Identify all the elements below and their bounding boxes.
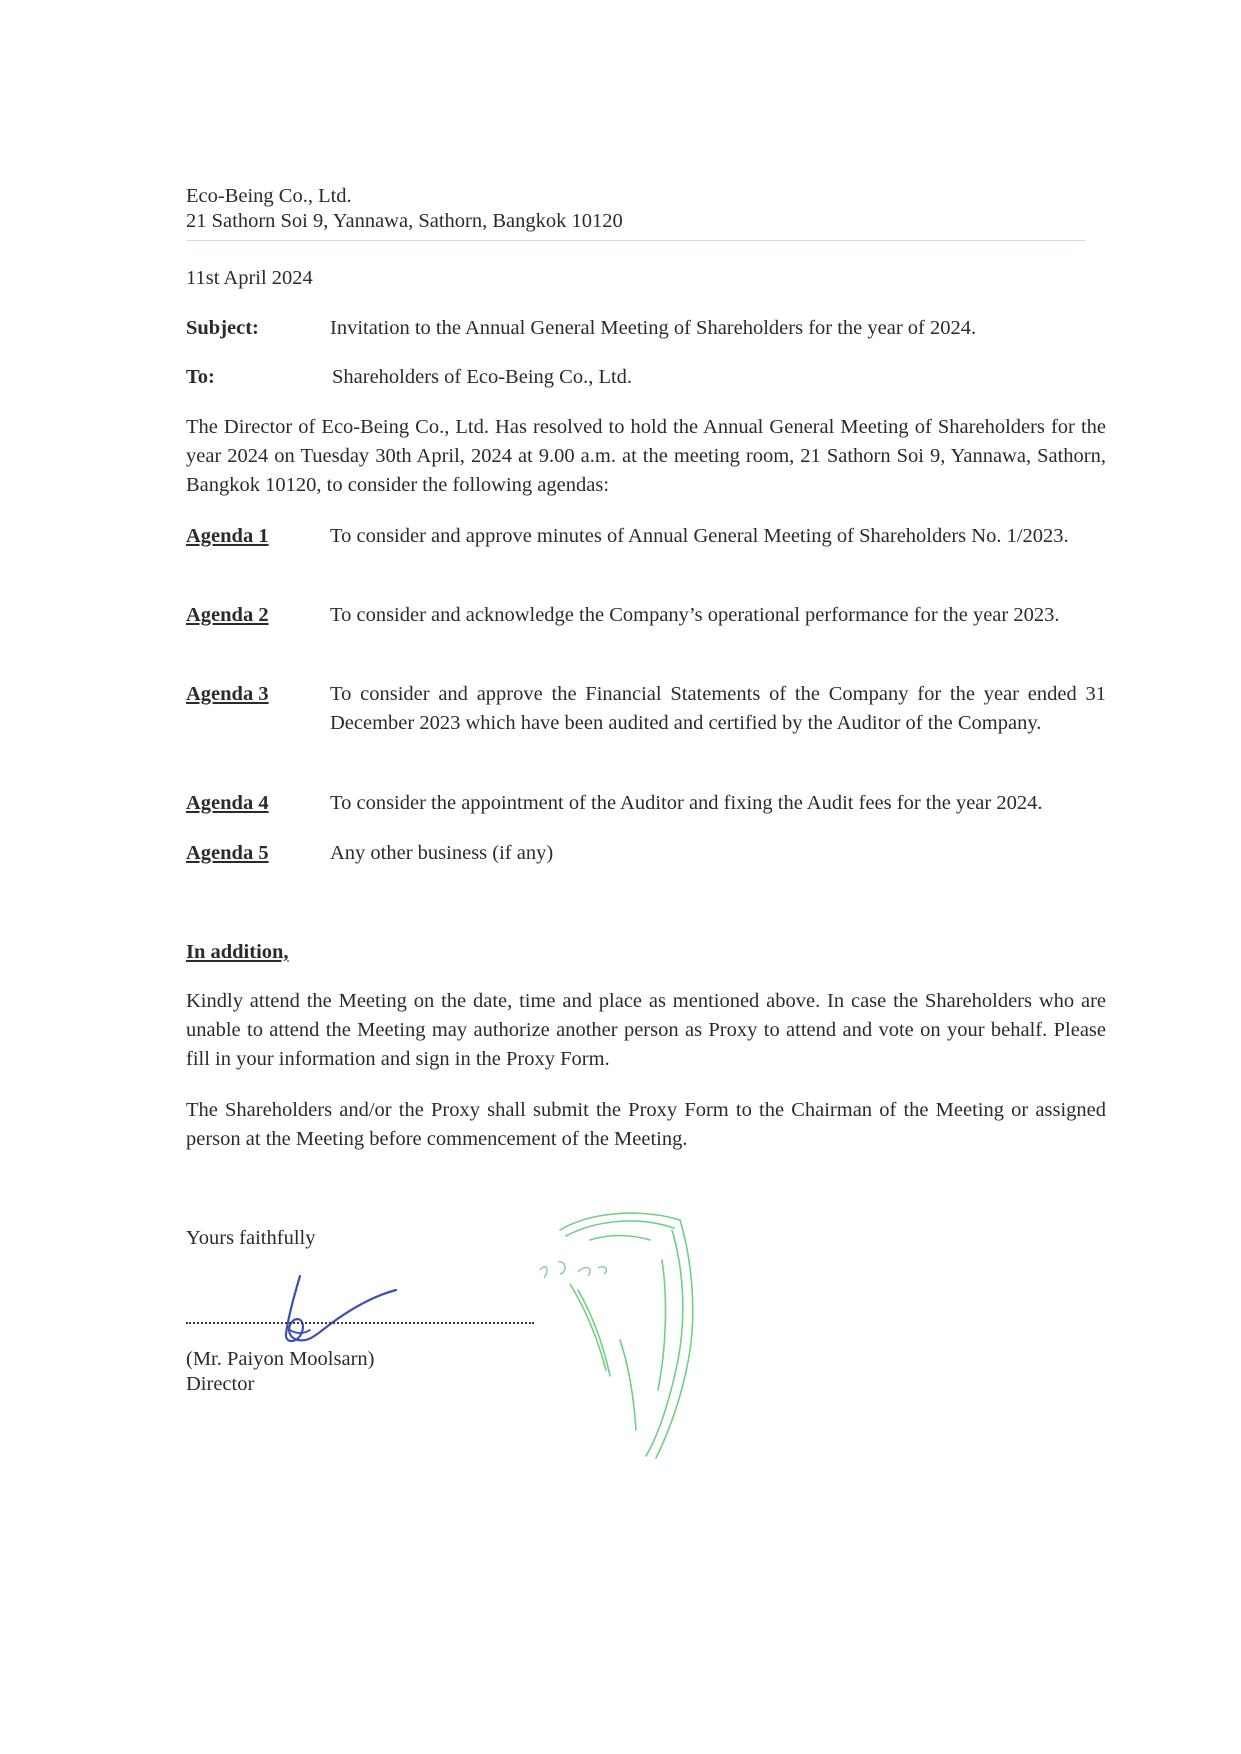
agenda-4-label: Agenda 4 <box>186 792 269 814</box>
company-name: Eco-Being Co., Ltd. <box>186 185 352 207</box>
agenda-5-text: Any other business (if any) <box>330 842 554 864</box>
company-address: 21 Sathorn Soi 9, Yannawa, Sathorn, Bangkok 10120 <box>186 210 623 232</box>
closing-salutation: Yours faithfully <box>186 1227 316 1249</box>
subject-label: Subject: <box>186 317 259 339</box>
signer-title: Director <box>186 1373 255 1395</box>
agenda-1-label: Agenda 1 <box>186 525 269 547</box>
agenda-2-label: Agenda 2 <box>186 604 269 626</box>
attendance-paragraph: Kindly attend the Meeting on the date, time and place as mentioned above. In case the Shareholders who are unable to attend the Meeting may authorize another person as Proxy to attend and vote on your behalf. Please fill in your information and sign in the Proxy Form. <box>186 990 1106 1070</box>
signature-line <box>186 1322 534 1324</box>
proxy-paragraph: The Shareholders and/or the Proxy shall submit the Proxy Form to the Chairman of the Meeting or assigned person at the Meeting before commencement of the Meeting. <box>186 1099 1106 1150</box>
letter-date: 11st April 2024 <box>186 267 313 289</box>
agenda-3-text: To consider and approve the Financial Statements of the Company for the year ended 31 December 2023 which have been audited and certified by the Auditor of the Company. <box>330 683 1106 734</box>
header-divider <box>186 240 1086 241</box>
to-label: To: <box>186 366 215 388</box>
to-text: Shareholders of Eco-Being Co., Ltd. <box>332 366 633 388</box>
agenda-5-label: Agenda 5 <box>186 842 269 864</box>
signer-name: (Mr. Paiyon Moolsarn) <box>186 1348 375 1370</box>
letterhead <box>186 184 623 234</box>
company-seal-stamp <box>470 1200 710 1470</box>
agenda-2-text: To consider and acknowledge the Company’s operational performance for the year 2023. <box>330 604 1060 626</box>
signer-block <box>186 1347 374 1397</box>
agenda-3-label: Agenda 3 <box>186 683 269 705</box>
intro-paragraph: The Director of Eco-Being Co., Ltd. Has resolved to hold the Annual General Meeting of Shareholders for the year 2024 on Tuesday 30th April, 2024 at 9.00 a.m. at the meeting room, 21 Sathorn Soi 9, Yannawa, Sathorn, Bangkok 10120, to consider the following agendas: <box>186 416 1106 496</box>
subject-text: Invitation to the Annual General Meeting of Shareholders for the year of 2024. <box>330 317 977 339</box>
signature-image <box>190 1268 420 1348</box>
agenda-1-text: To consider and approve minutes of Annual General Meeting of Shareholders No. 1/2023. <box>330 525 1069 547</box>
agenda-4-text: To consider the appointment of the Auditor and fixing the Audit fees for the year 2024. <box>330 792 1043 814</box>
addition-heading: In addition, <box>186 941 289 963</box>
